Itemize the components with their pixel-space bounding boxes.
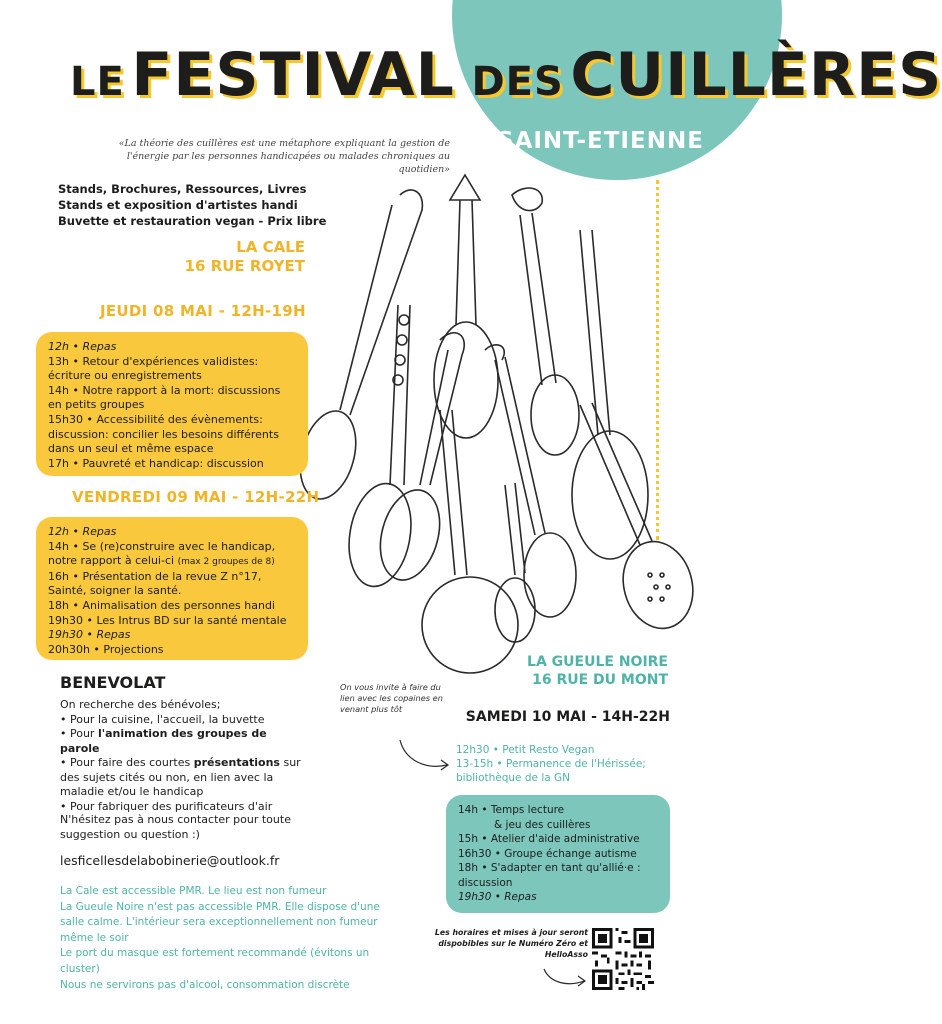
saturday-pre-program	[456, 743, 676, 785]
program-item: 19h30 • Repas	[458, 891, 537, 903]
program-item: 12h30 • Petit Resto Vegan	[456, 744, 595, 756]
invite-note: On vous invite à faire du lien avec les copaines en venant plus tôt	[340, 682, 443, 714]
updates-note: Les horaires et mises à jour seront dispobibles sur le Numéro Zéro et HelloAsso	[434, 928, 588, 959]
benevolat-intro: On recherche des bénévoles;	[60, 698, 221, 711]
spoon-left-long	[291, 190, 422, 505]
intro-line: Stands et exposition d'artistes handi	[58, 198, 298, 212]
spoon-snake	[371, 333, 464, 587]
access-line: Le port du masque est fortement recommandé (évitons un cluster)	[60, 947, 370, 975]
spoon-right-big	[572, 230, 648, 559]
benevolat-list	[60, 698, 310, 814]
benevolat-item: • Pour l'animation des groupes de parole	[60, 727, 267, 755]
day-thursday-heading: JEUDI 08 MAI - 12H-19H	[100, 302, 306, 320]
program-item: 12h • Repas	[48, 340, 117, 353]
program-item: 12h • Repas	[48, 525, 117, 538]
program-item: 14h • Se (re)construire avec le handicap, notre rapport à celui-ci (max 2 groupes de 8)	[48, 539, 276, 568]
program-item: 17h • Pauvreté et handicap: discussion	[48, 456, 264, 470]
skimmer	[580, 403, 702, 636]
program-item: 15h30 • Accessibilité des évènements: discussion: concilier les besoins différents dans un seul et même espace	[48, 412, 279, 456]
saturday-program	[446, 795, 670, 913]
benevolat-item: • Pour faire des courtes présentations sur des sujets cités ou non, en lien avec la maladie et/ou le handicap	[60, 756, 301, 798]
program-item: 19h30 • Repas	[48, 628, 131, 642]
city-name: SAINT-ETIENNE	[497, 128, 704, 154]
intro-line: Buvette et restauration vegan - Prix libre	[58, 214, 327, 228]
festival-title	[70, 40, 942, 110]
spoon-theory-quote: «La théorie des cuillères est une métaphore expliquant la gestion de l'énergie par les personnes handicapées ou malades chroniques au quotidien»	[118, 138, 450, 175]
day-friday-heading: VENDREDI 09 MAI - 12H-22H	[72, 488, 320, 506]
thursday-program	[36, 332, 308, 476]
accessibility-info	[60, 884, 385, 993]
contact-email[interactable]: lesficellesdelabobinerie@outlook.fr	[60, 853, 280, 868]
spoons-illustration	[280, 155, 700, 685]
ladle	[422, 410, 518, 673]
title-word-des: DES	[471, 59, 564, 105]
venue-address: 16 RUE DU MONT	[532, 672, 668, 688]
arrow-icon	[395, 735, 455, 775]
program-item: & jeu des cuillères	[494, 818, 591, 831]
title-word-cuilleres: CUILLÈRES	[570, 40, 942, 110]
access-line: Nous ne servirons pas d'alcool, consommation discrète	[60, 978, 350, 991]
venue-name: LA GUEULE NOIRE	[527, 654, 668, 670]
program-item: 16h30 • Groupe échange autisme	[458, 847, 637, 860]
venue-la-cale	[110, 238, 305, 276]
program-item: 13h • Retour d'expériences validistes: écriture ou enregistrements	[48, 354, 259, 383]
program-item: 16h • Présentation de la revue Z n°17, Sainté, soigner la santé.	[48, 569, 262, 598]
program-item: 20h30h • Projections	[48, 642, 164, 656]
benevolat-item: • Pour fabriquer des purificateurs d'air	[60, 799, 273, 813]
venue-gueule-noire	[478, 653, 668, 689]
spoon-mushroom	[434, 175, 498, 438]
program-item: 13-15h • Permanence de l'Hérissée; bibliothèque de la GN	[456, 758, 646, 784]
benevolat-item: • Pour la cuisine, l'accueil, la buvette	[60, 712, 265, 726]
spoon-cat	[512, 188, 579, 455]
program-item: 14h • Temps lecture	[458, 804, 565, 816]
title-word-festival: FESTIVAL	[131, 40, 455, 110]
intro-line: Stands, Brochures, Ressources, Livres	[58, 182, 307, 196]
program-item: 15h • Atelier d'aide administrative	[458, 833, 640, 845]
day-saturday-heading: SAMEDI 10 MAI - 14H-22H	[465, 709, 670, 725]
arrow-icon	[540, 965, 590, 990]
contact-text: N'hésitez pas à nous contacter pour toute suggestion ou question :)	[60, 813, 291, 841]
title-word-le: LE	[70, 59, 125, 105]
access-line: La Gueule Noire n'est pas accessible PMR. Elle dispose d'une salle calme. L'intérieur sera exceptionnellement non fumeur même le soir	[60, 900, 380, 944]
friday-program	[36, 517, 308, 660]
access-line: La Cale est accessible PMR. Le lieu est non fumeur	[60, 885, 327, 897]
program-item: 14h • Notre rapport à la mort: discussions en petits groupes	[48, 383, 281, 412]
program-item: 19h30 • Les Intrus BD sur la santé mentale	[48, 613, 287, 627]
benevolat-title: BENEVOLAT	[60, 673, 166, 692]
venue-address: 16 RUE ROYET	[184, 257, 305, 275]
program-item: 18h • S'adapter en tant qu'allié·e : discussion	[458, 862, 641, 889]
venue-name: LA CALE	[236, 238, 305, 256]
program-item: 18h • Animalisation des personnes handi	[48, 598, 275, 612]
qr-code-icon[interactable]	[592, 928, 654, 990]
